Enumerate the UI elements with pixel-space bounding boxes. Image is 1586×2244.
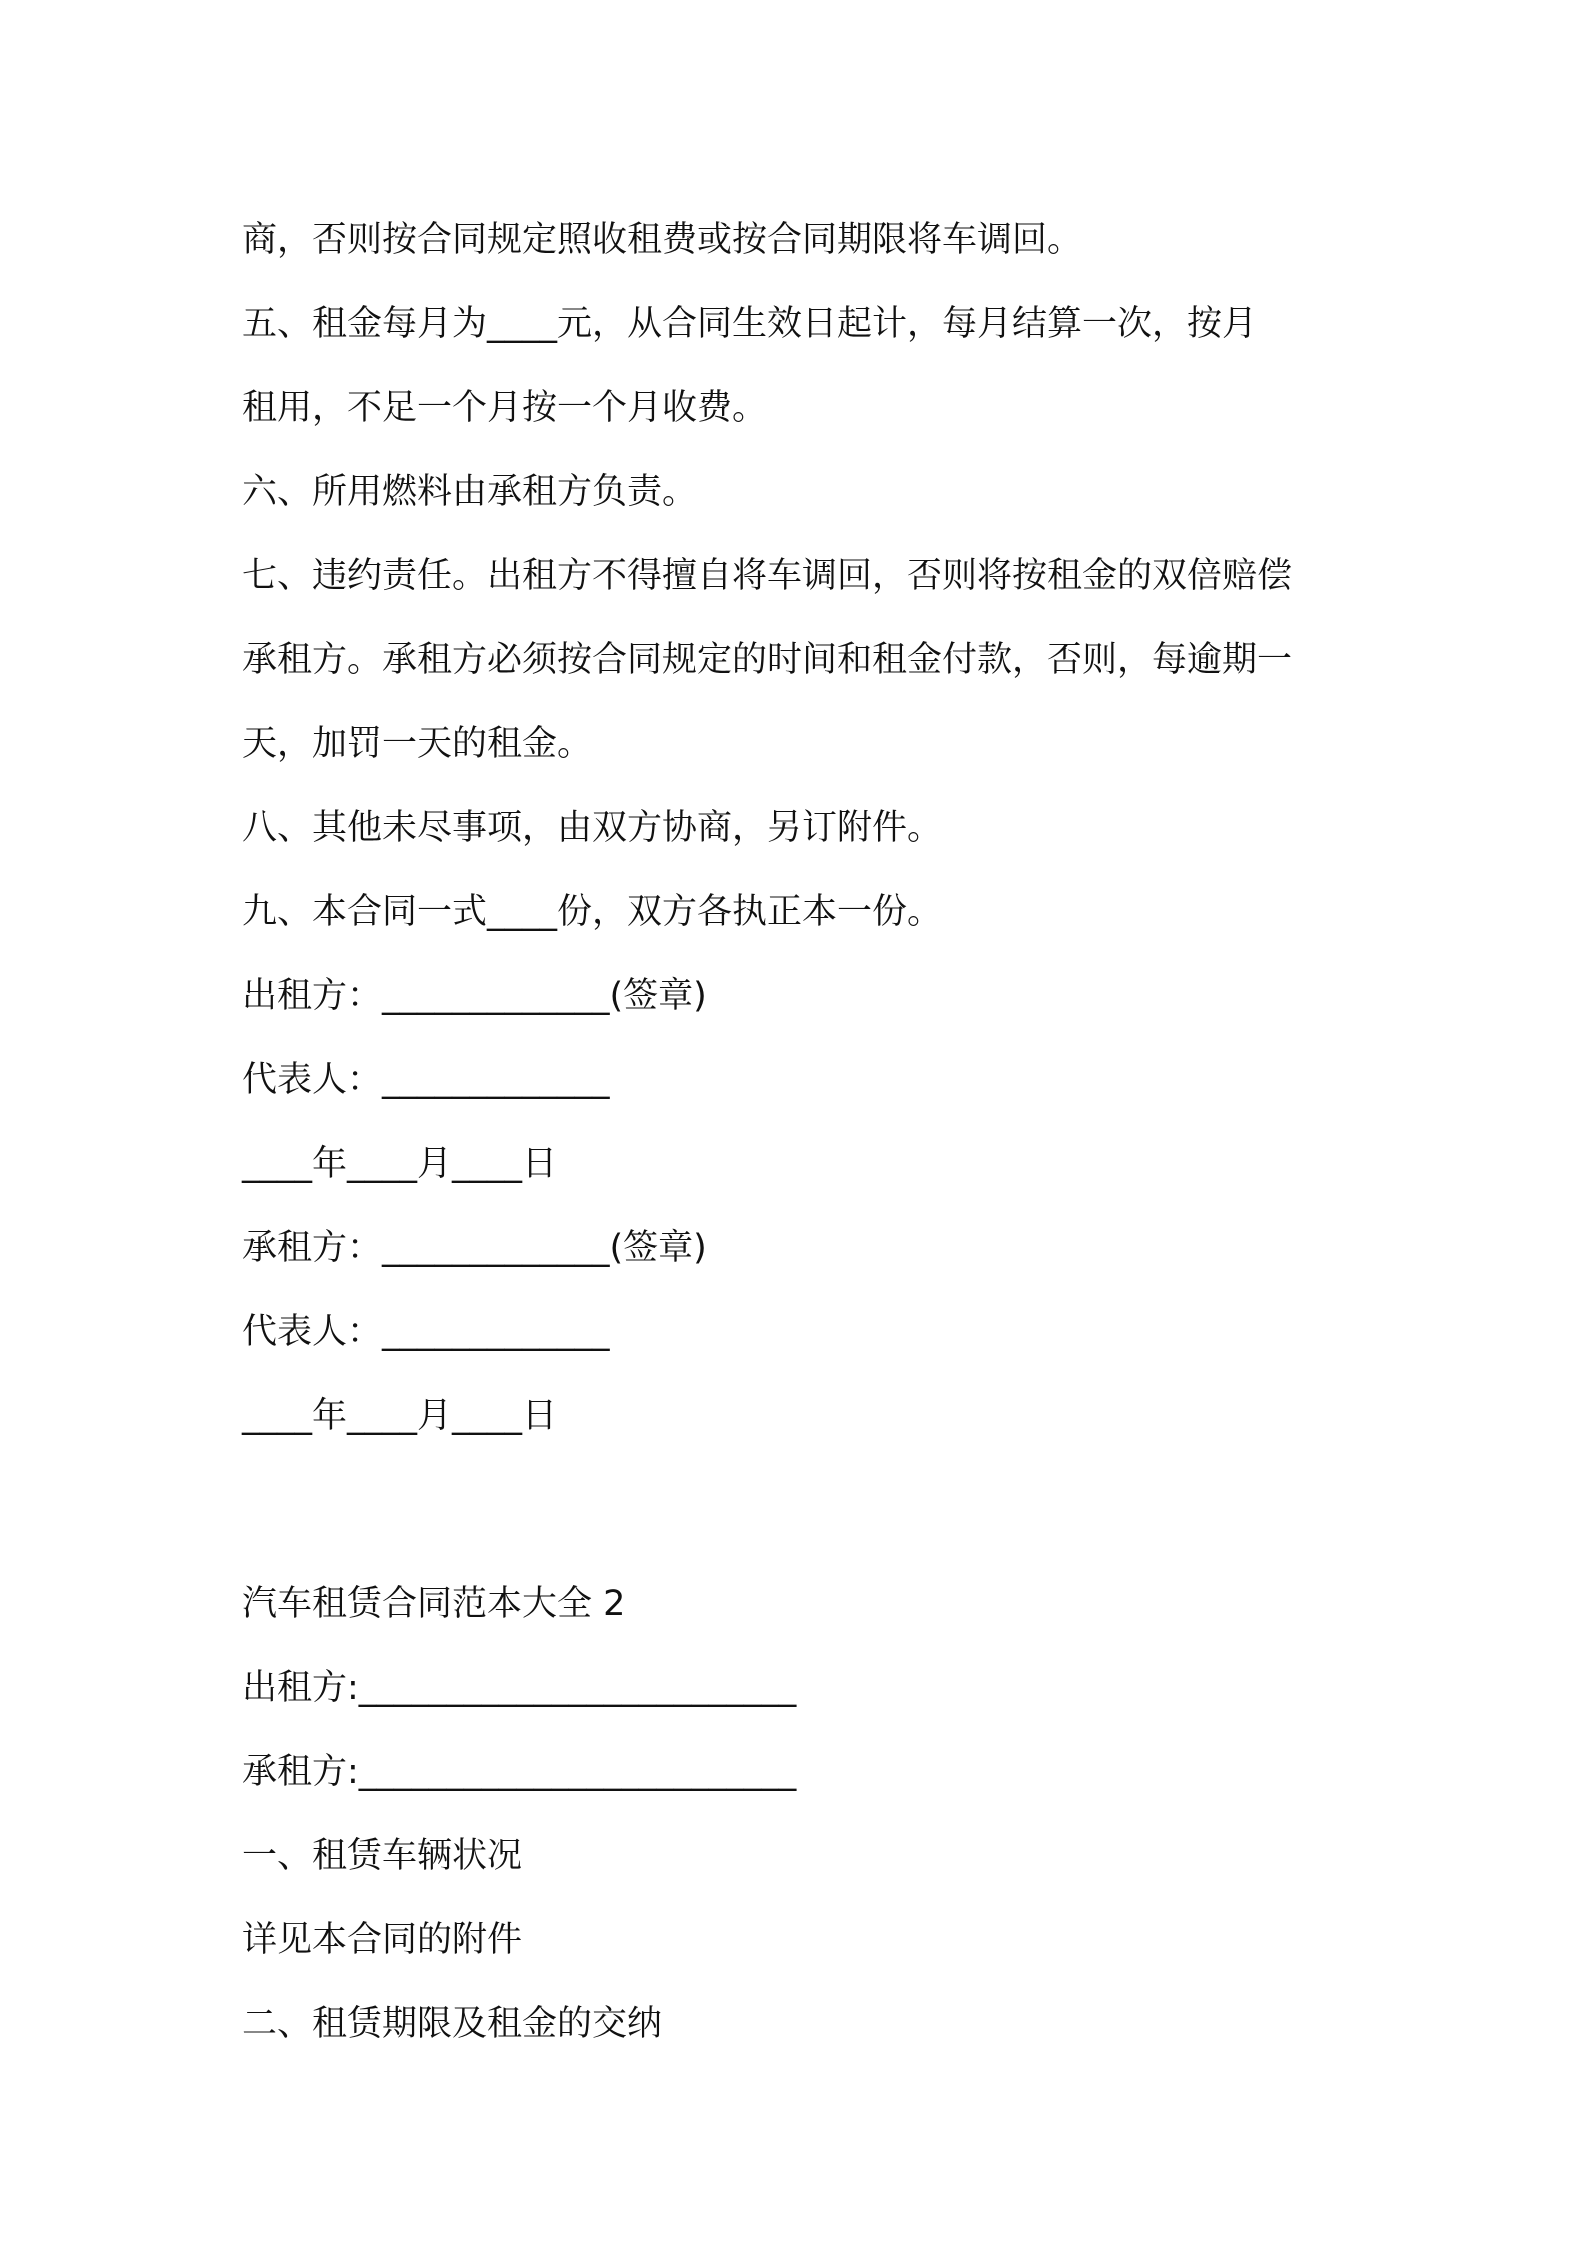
clause-six-fuel: 六、所用燃料由承租方负责。 [242, 472, 698, 512]
lessor-signature-line: 出租方：_____________(签章) [242, 976, 707, 1016]
lessor-field-line: 出租方:_________________________ [242, 1668, 797, 1708]
clause-one-heading: 一、租赁车辆状况 [242, 1836, 523, 1876]
clause-five-rent: 五、租金每月为____元，从合同生效日起计，每月结算一次，按月 [242, 304, 1258, 344]
section-title: 汽车租赁合同范本大全 2 [242, 1584, 626, 1624]
clause-two-heading: 二、租赁期限及租金的交纳 [242, 2004, 663, 2044]
text-line: 天，加罚一天的租金。 [242, 724, 593, 764]
lessee-signature-line: 承租方：_____________(签章) [242, 1228, 707, 1268]
text-line: 承租方。承租方必须按合同规定的时间和租金付款，否则，每逾期一 [242, 640, 1293, 680]
text-line: 租用，不足一个月按一个月收费。 [242, 388, 768, 428]
lessor-representative-line: 代表人：_____________ [242, 1060, 610, 1100]
lessor-date-line: ____年____月____日 [242, 1144, 558, 1184]
lessee-field-line: 承租方:_________________________ [242, 1752, 797, 1792]
lessee-date-line: ____年____月____日 [242, 1396, 558, 1436]
text-line: 详见本合同的附件 [242, 1920, 523, 1960]
text-line: 商，否则按合同规定照收租费或按合同期限将车调回。 [242, 220, 1083, 260]
document-body [242, 198, 1372, 2066]
clause-eight-other: 八、其他未尽事项，由双方协商，另订附件。 [242, 808, 943, 848]
clause-nine-copies: 九、本合同一式____份，双方各执正本一份。 [242, 892, 943, 932]
lessee-representative-line: 代表人：_____________ [242, 1312, 610, 1352]
section-gap [242, 1458, 1372, 1562]
clause-seven-liability: 七、违约责任。出租方不得擅自将车调回，否则将按租金的双倍赔偿 [242, 556, 1293, 596]
